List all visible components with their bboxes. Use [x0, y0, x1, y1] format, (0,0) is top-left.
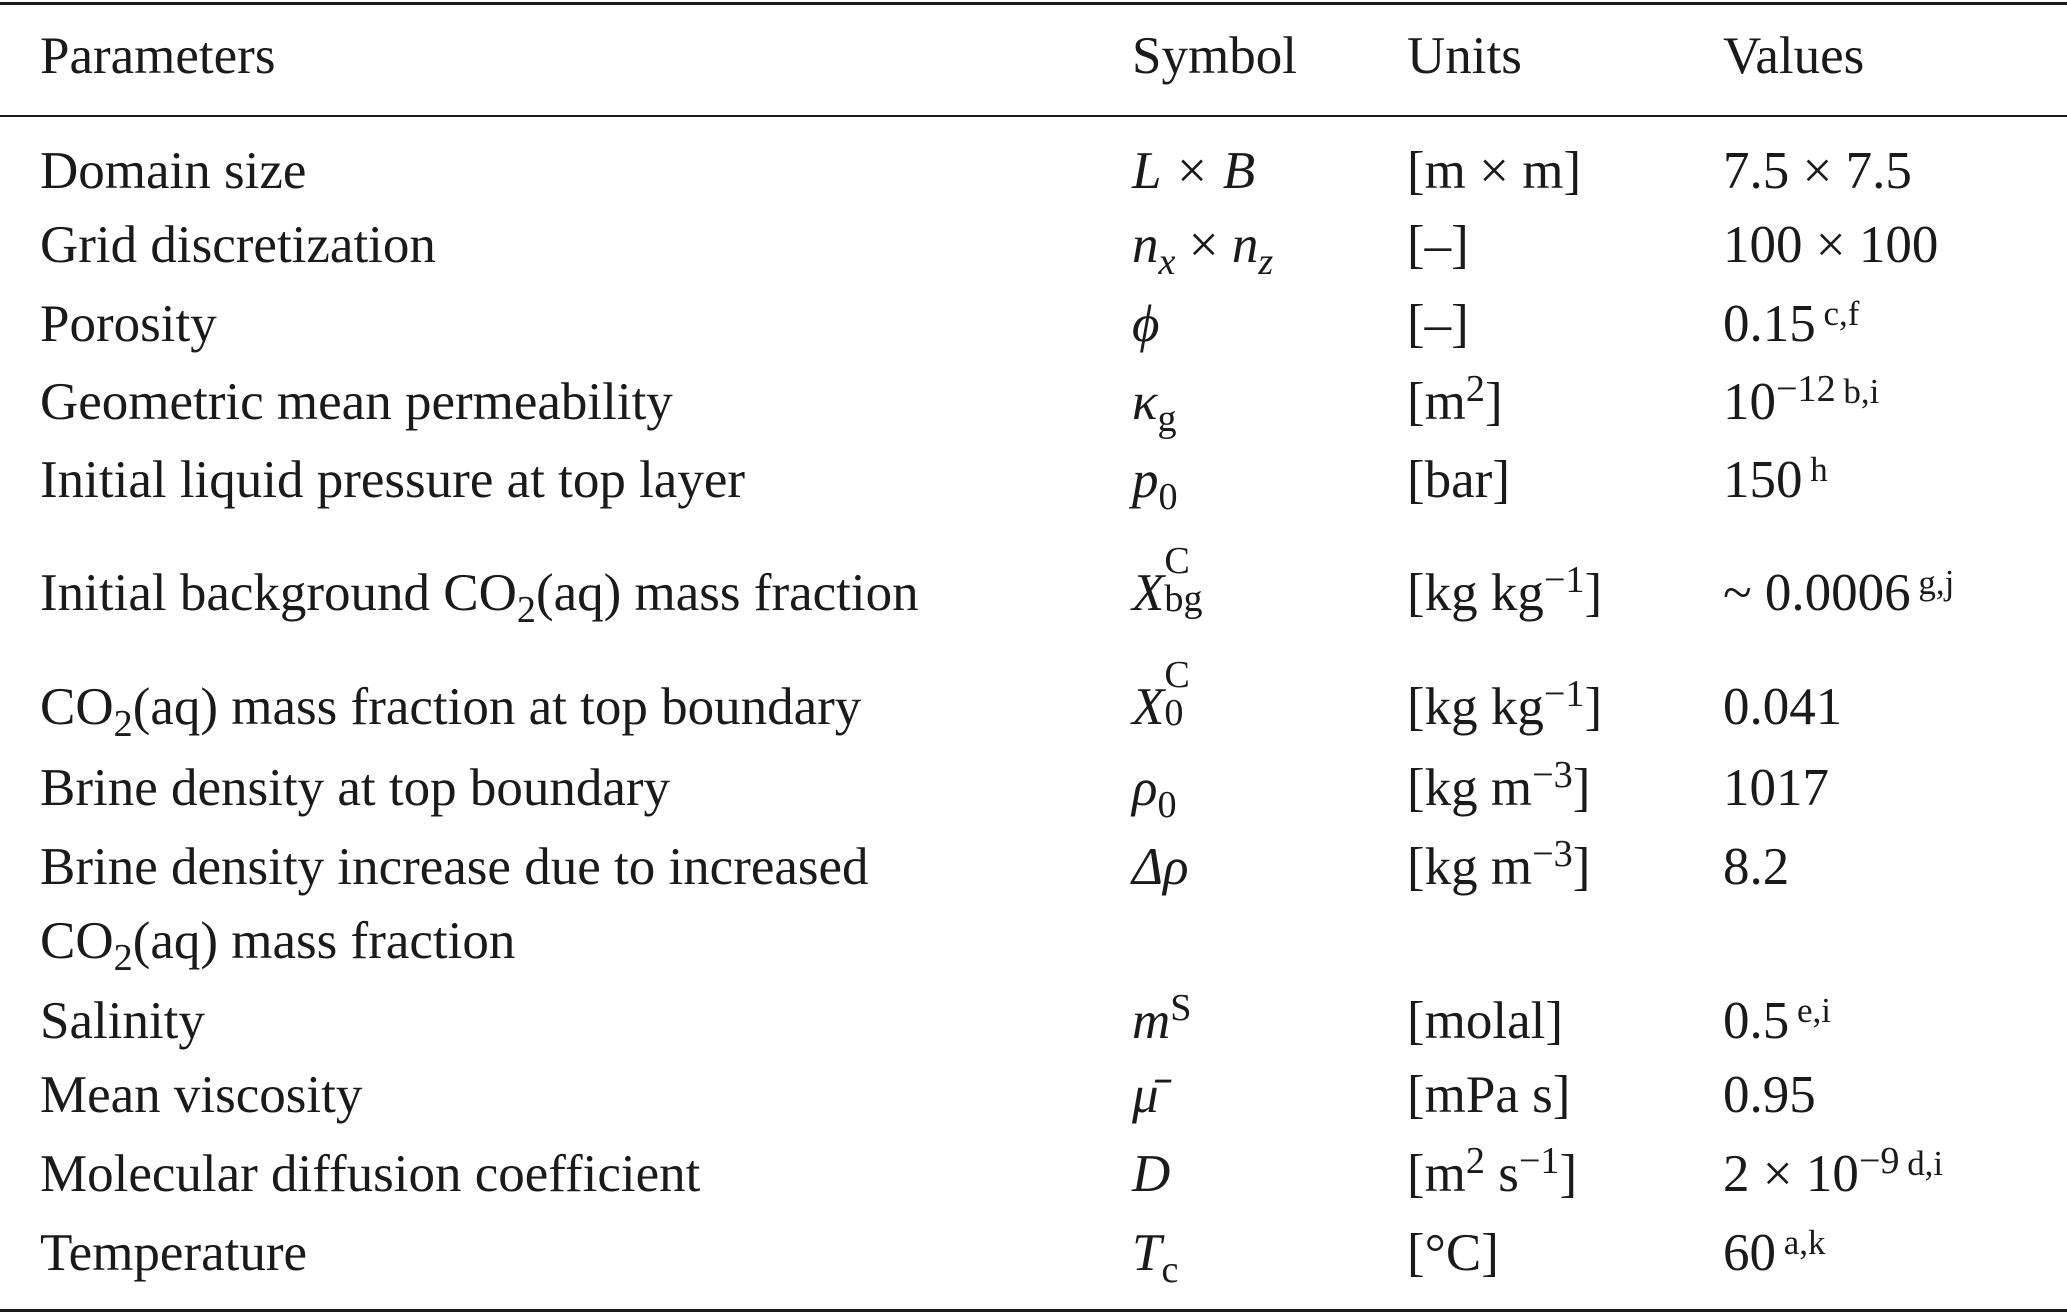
row-salinity-symbol: $m^S$ [1132, 986, 1192, 1050]
row-brine-density-units: [kg $m^{-3}$] [1407, 753, 1591, 817]
row-salinity-parameter: Salinity [40, 992, 205, 1050]
row-diffusion-value: $2 \times 10^{-9}$ $^{d,i}$ [1723, 1139, 1944, 1203]
row-domain-size-parameter: Domain size [40, 142, 307, 200]
row-permeability-units: $[m^2]$ [1407, 367, 1503, 431]
row-permeability-parameter: Geometric mean permeability [40, 373, 673, 431]
row-viscosity-value: 0.95 [1723, 1066, 1816, 1124]
row-porosity-parameter: Porosity [40, 295, 217, 353]
row-top-co2-parameter: $CO_2(aq)$ mass fraction at top boundary [40, 678, 862, 746]
table-bottom-rule [0, 1309, 2067, 1312]
row-domain-size-value: 7.5 × 7.5 [1723, 142, 1912, 200]
row-porosity-value: 0.15 $^{c,f}$ [1723, 294, 1860, 353]
row-pressure-value: 150 $^h$ [1723, 450, 1828, 509]
row-domain-size-symbol: L × B [1132, 142, 1256, 200]
row-density-increase-parameter: Brine density increase due to increased [40, 838, 869, 896]
header-symbol: Symbol [1132, 27, 1297, 85]
row-background-co2-parameter: Initial background $CO_2(aq)$ mass fraction [40, 564, 919, 632]
row-density-increase-symbol: Δρ [1132, 838, 1189, 896]
table-top-rule [0, 2, 2067, 5]
row-grid-symbol: $n_x \times n_z$ [1132, 216, 1274, 284]
row-background-co2-units: [kg $kg^{-1}$] [1407, 558, 1603, 622]
header-units: Units [1407, 27, 1522, 85]
row-diffusion-units: [$m^2$ $s^{-1}$] [1407, 1139, 1578, 1203]
header-values: Values [1723, 27, 1865, 85]
row-temperature-value: 60 $^{a,k}$ [1723, 1223, 1826, 1282]
row-permeability-symbol: $\kappa_g$ [1132, 373, 1177, 441]
row-grid-parameter: Grid discretization [40, 216, 436, 274]
row-diffusion-symbol: D [1132, 1145, 1171, 1203]
row-density-increase-parameter-line2: $CO_2(aq)$ mass fraction [40, 912, 516, 980]
row-background-co2-value: ~ 0.0006 $^{g,j}$ [1723, 563, 1955, 622]
table-header-rule [0, 115, 2067, 117]
row-brine-density-value: 1017 [1723, 759, 1829, 817]
row-grid-value: 100 × 100 [1723, 216, 1939, 274]
row-top-co2-value: 0.041 [1723, 678, 1843, 736]
row-temperature-units: [°C] [1407, 1224, 1499, 1282]
row-diffusion-parameter: Molecular diffusion coefficient [40, 1145, 701, 1203]
row-viscosity-units: [mPa s] [1407, 1066, 1571, 1124]
row-permeability-value: $10^{-12}$ $^{b,i}$ [1723, 367, 1880, 431]
row-porosity-symbol: ϕ [1132, 295, 1160, 353]
row-temperature-parameter: Temperature [40, 1224, 308, 1282]
header-parameters: Parameters [40, 27, 276, 85]
row-pressure-units: [bar] [1407, 451, 1510, 509]
row-viscosity-symbol: μ̄ [1132, 1066, 1159, 1124]
row-grid-units: [–] [1407, 216, 1469, 274]
row-top-co2-symbol: X C 0 [1132, 653, 1190, 736]
row-domain-size-units: [m × m] [1407, 142, 1582, 200]
row-pressure-symbol: $p_0$ [1132, 451, 1178, 519]
row-background-co2-symbol: X C bg [1132, 539, 1203, 622]
row-salinity-units: [molal] [1407, 992, 1563, 1050]
row-temperature-symbol: $T_c$ [1132, 1224, 1179, 1292]
row-density-increase-value: 8.2 [1723, 838, 1790, 896]
row-top-co2-units: [kg $kg^{-1}$] [1407, 672, 1603, 736]
row-brine-density-parameter: Brine density at top boundary [40, 759, 670, 817]
row-salinity-value: 0.5 $^{e,i}$ [1723, 991, 1831, 1050]
row-porosity-units: [–] [1407, 295, 1469, 353]
row-brine-density-symbol: $\rho_0$ [1132, 759, 1177, 827]
row-viscosity-parameter: Mean viscosity [40, 1066, 363, 1124]
row-pressure-parameter: Initial liquid pressure at top layer [40, 451, 745, 509]
row-density-increase-units: [kg $m^{-3}$] [1407, 832, 1591, 896]
